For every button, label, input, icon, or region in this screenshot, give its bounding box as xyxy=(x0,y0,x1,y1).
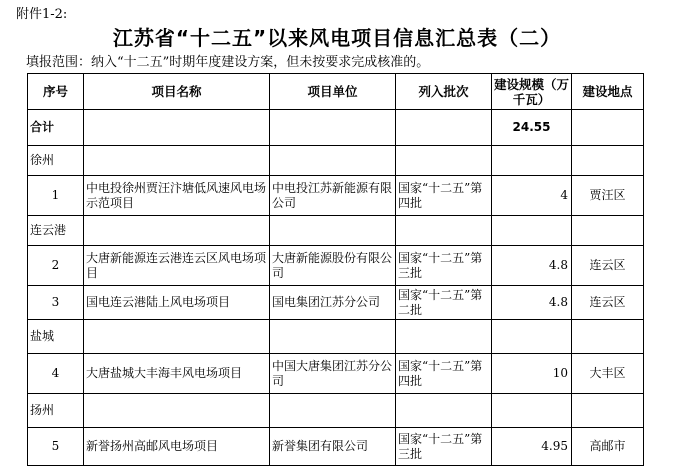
scope-note: 填报范围：纳入“十二五”时期年度建设方案，但未按要求完成核准的。 xyxy=(26,55,430,70)
region-name: 扬州 xyxy=(28,394,84,428)
row-batch: 国家“十二五”第二批 xyxy=(396,286,492,320)
row-project-unit: 国电集团江苏分公司 xyxy=(270,286,396,320)
row-batch: 国家“十二五”第三批 xyxy=(396,246,492,286)
header-capacity: 建设规模（万千瓦） xyxy=(492,74,572,110)
annex-label: 附件1-2: xyxy=(16,7,68,22)
region-name: 连云港 xyxy=(28,216,84,246)
row-project-name: 中电投徐州贾汪汴塘低风速风电场示范项目 xyxy=(84,176,270,216)
table-row xyxy=(28,428,644,466)
row-project-name: 国电连云港陆上风电场项目 xyxy=(84,286,270,320)
region-name: 盐城 xyxy=(28,320,84,354)
header-row xyxy=(28,74,644,110)
row-batch: 国家“十二五”第三批 xyxy=(396,428,492,466)
header-project-name: 项目名称 xyxy=(84,74,270,110)
region-name: 徐州 xyxy=(28,146,84,176)
table-title: 江苏省“十二五”以来风电项目信息汇总表（二） xyxy=(112,26,562,50)
row-no: 5 xyxy=(28,428,84,466)
row-capacity: 4.95 xyxy=(492,428,572,466)
region-row xyxy=(28,320,644,354)
row-project-name: 大唐新能源连云港连云区风电场项目 xyxy=(84,246,270,286)
row-no: 4 xyxy=(28,354,84,394)
header-no: 序号 xyxy=(28,74,84,110)
header-project-unit: 项目单位 xyxy=(270,74,396,110)
region-row xyxy=(28,394,644,428)
row-location: 大丰区 xyxy=(572,354,644,394)
total-label: 合计 xyxy=(28,110,84,146)
header-location: 建设地点 xyxy=(572,74,644,110)
row-project-name: 新誉扬州高邮风电场项目 xyxy=(84,428,270,466)
row-project-unit: 中国大唐集团江苏分公司 xyxy=(270,354,396,394)
row-no: 3 xyxy=(28,286,84,320)
row-batch: 国家“十二五”第四批 xyxy=(396,354,492,394)
projects-table xyxy=(27,73,644,466)
row-project-name: 大唐盐城大丰海丰风电场项目 xyxy=(84,354,270,394)
row-no: 2 xyxy=(28,246,84,286)
row-project-unit: 新誉集团有限公司 xyxy=(270,428,396,466)
row-capacity: 10 xyxy=(492,354,572,394)
row-location: 连云区 xyxy=(572,246,644,286)
row-batch: 国家“十二五”第四批 xyxy=(396,176,492,216)
total-capacity: 24.55 xyxy=(492,110,572,146)
row-no: 1 xyxy=(28,176,84,216)
region-row xyxy=(28,216,644,246)
row-project-unit: 中电投江苏新能源有限公司 xyxy=(270,176,396,216)
table-row xyxy=(28,176,644,216)
table-row xyxy=(28,354,644,394)
row-location: 连云区 xyxy=(572,286,644,320)
table-row xyxy=(28,246,644,286)
total-row xyxy=(28,110,644,146)
row-capacity: 4.8 xyxy=(492,286,572,320)
row-capacity: 4.8 xyxy=(492,246,572,286)
row-location: 贾汪区 xyxy=(572,176,644,216)
table-row xyxy=(28,286,644,320)
header-batch: 列入批次 xyxy=(396,74,492,110)
region-row xyxy=(28,146,644,176)
row-location: 高邮市 xyxy=(572,428,644,466)
row-project-unit: 大唐新能源股份有限公司 xyxy=(270,246,396,286)
row-capacity: 4 xyxy=(492,176,572,216)
